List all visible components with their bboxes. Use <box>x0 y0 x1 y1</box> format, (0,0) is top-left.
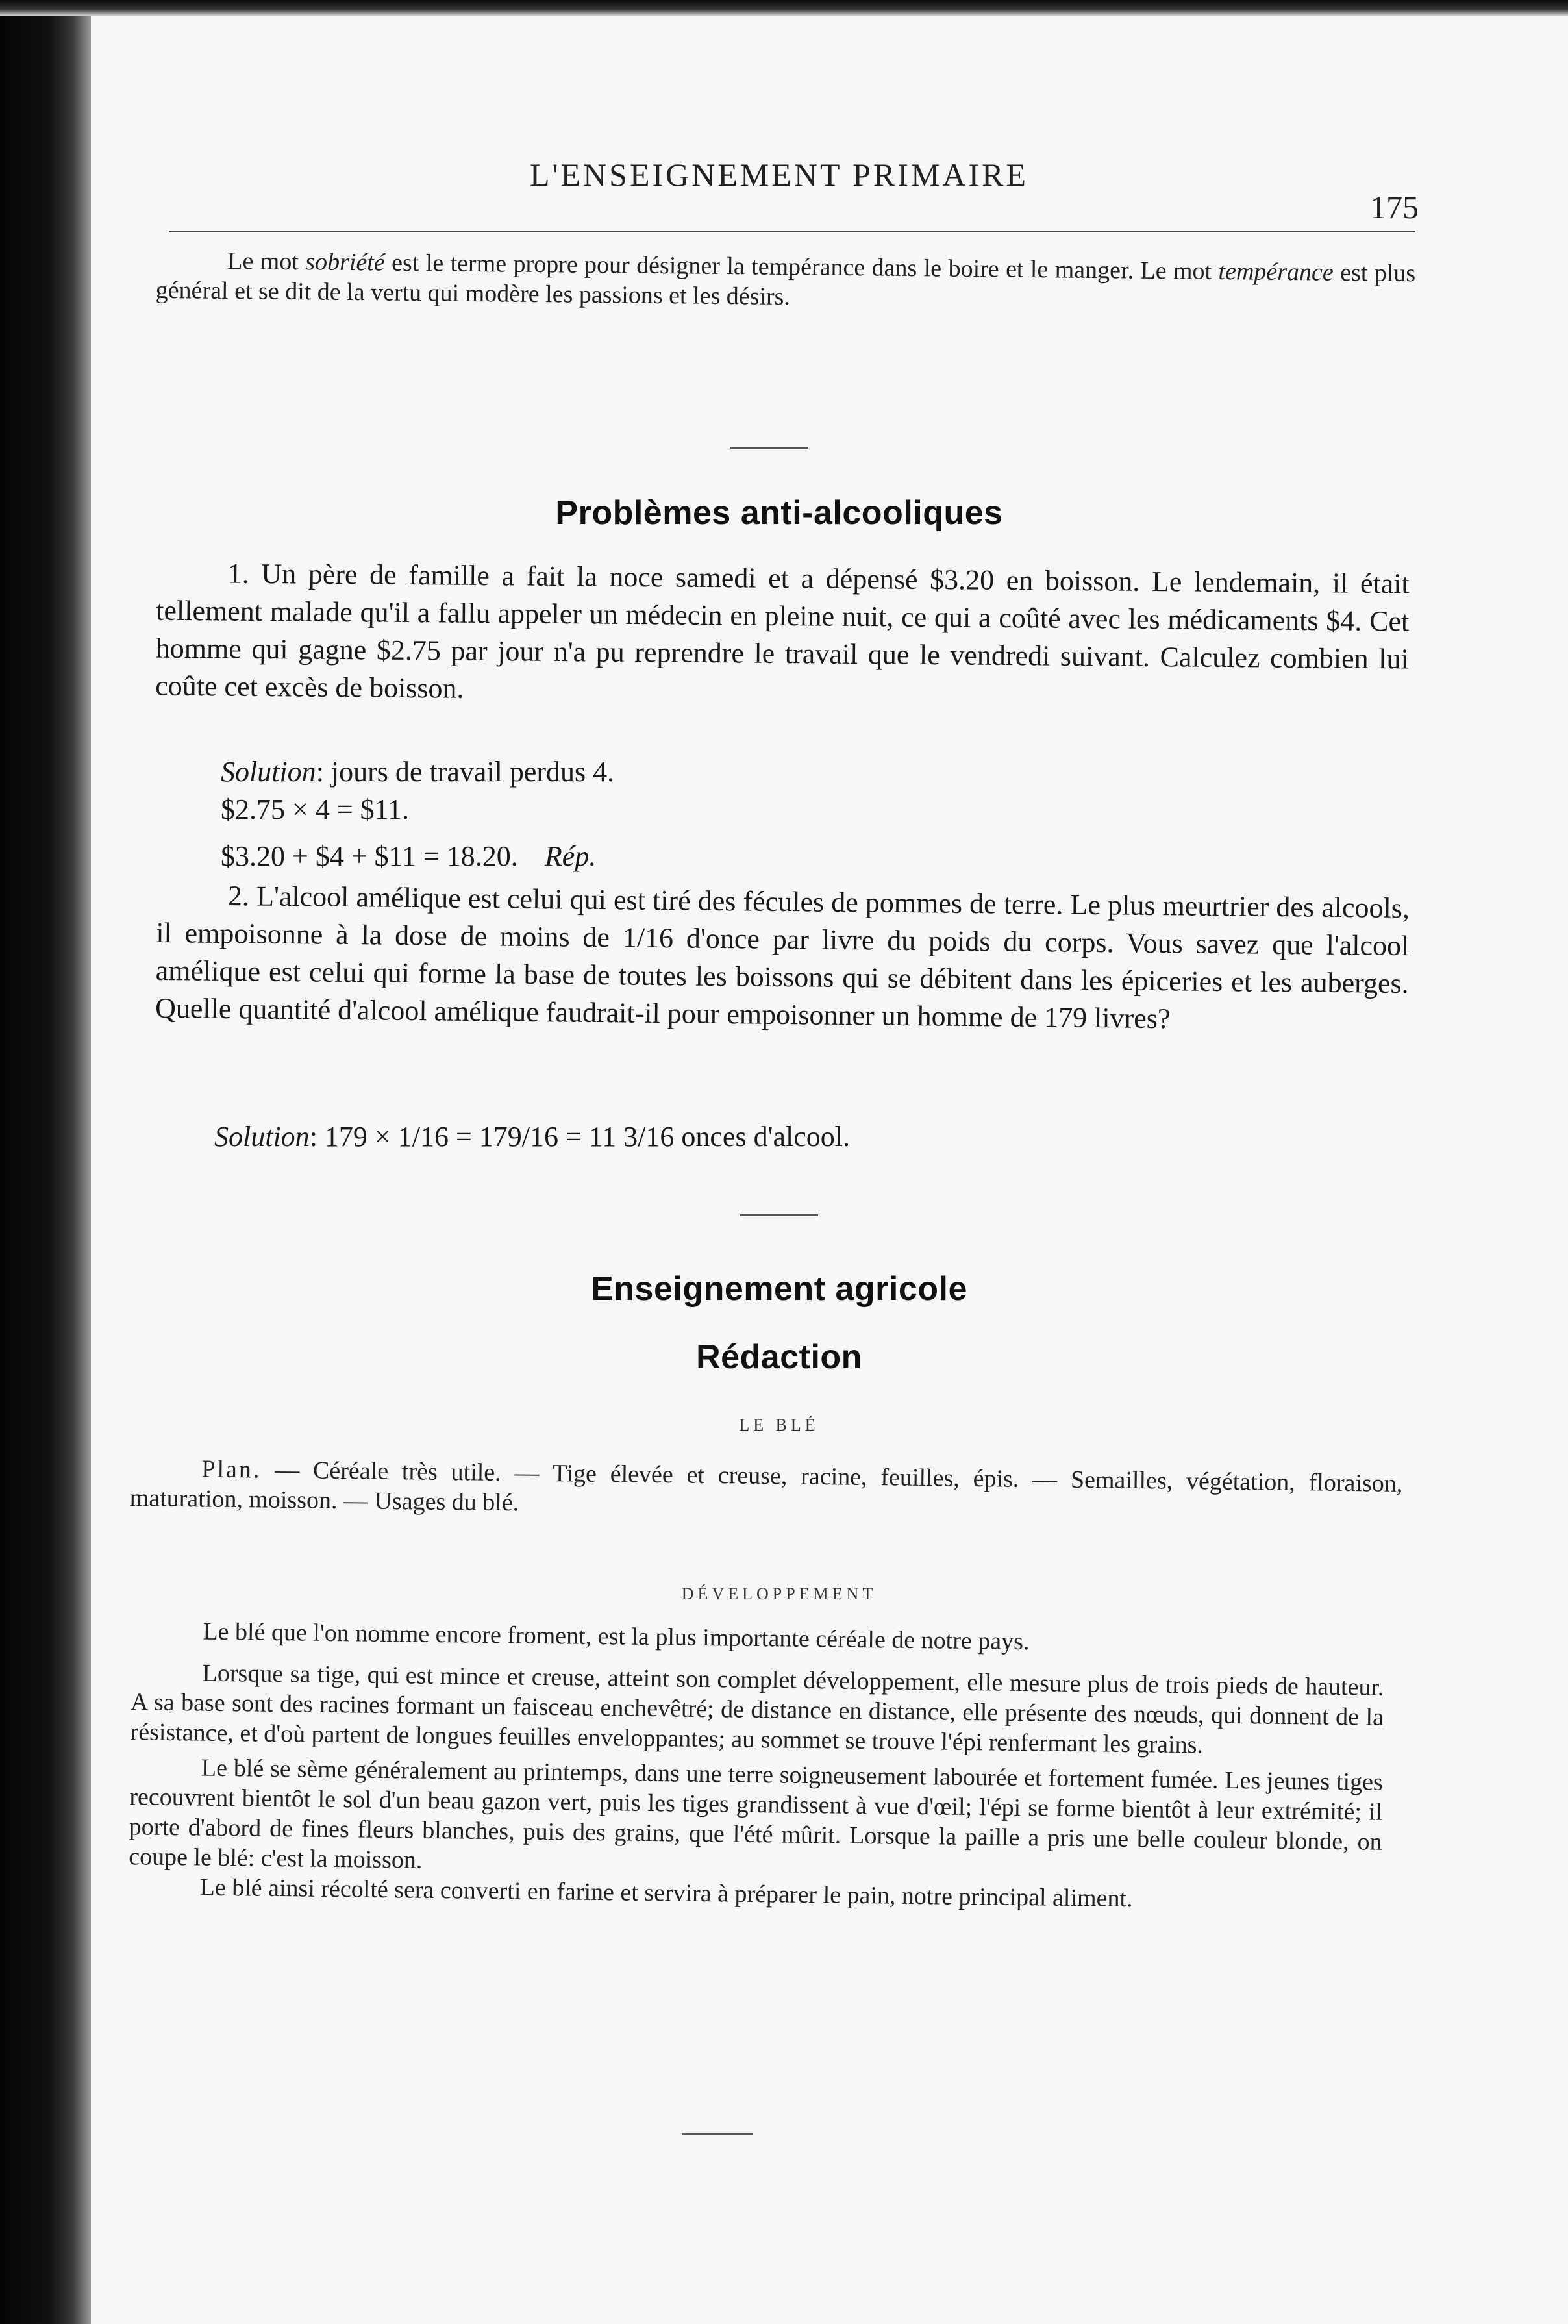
problem-1-answer-label: Rép. <box>544 840 597 872</box>
problem-2-text: 2. L'alcool amélique est celui qui est tiré des fécules de pommes de terre. Le plus meurtrier des alcools, il empoisonne à la dose de moins de 1/16 d'once par livre du poids du corps. Vous savez que l'alcool amélique est celui qui forme la base de toutes les boissons qui se débitent dans les épiceries et les auberges. Quelle quantité d'alcool amélique faudrait-il pour empoisonner un homme de 179 livres? <box>155 880 1410 1035</box>
problems-section-title: Problèmes anti-alcooliques <box>555 494 1003 532</box>
development-title: DÉVELOPPEMENT <box>681 1584 877 1603</box>
plan-paragraph <box>130 1453 1403 1529</box>
separator-3 <box>682 2133 753 2135</box>
problem-2-solution <box>214 1118 850 1156</box>
development-paragraph-4: Le blé ainsi récolté sera converti en farine et servira à préparer le pain, notre principal aliment. <box>199 1873 1133 1913</box>
problem-1-solution-label: Solution <box>221 756 316 788</box>
problem-1-calc-2-text: $3.20 + $4 + $11 = 18.20. <box>221 840 518 872</box>
problem-2-solution-text: : 179 × 1/16 = 179/16 = 11 3/16 onces d'alcool. <box>309 1121 851 1153</box>
plan-text: — Céréale très utile. — Tige élevée et creuse, racine, feuilles, épis. — Semailles, végétation, floraison, maturation, moisson. — Usages du blé. <box>129 1456 1403 1517</box>
development-paragraph-2: Lorsque sa tige, qui est mince et creuse, atteint son complet développement, elle mesure plus de trois pieds de hauteur. A sa base sont des racines formant un faisceau enchevêtré; de distance en distance, elle présente des nœuds, qui donnent de la résistance, et d'où partent de longues feuilles enveloppantes; au sommet se trouve l'épi renfermant les grains. <box>130 1659 1384 1759</box>
topic-le-ble: LE BLÉ <box>739 1416 819 1434</box>
separator-2 <box>740 1214 818 1216</box>
development-paragraph-1: Le blé que l'on nomme encore froment, est la plus importante céréale de notre pays. <box>203 1618 1030 1656</box>
redaction-subtitle: Rédaction <box>696 1338 862 1376</box>
agricultural-section-title: Enseignement agricole <box>591 1270 967 1308</box>
running-head: L'ENSEIGNEMENT PRIMAIRE <box>529 156 1029 193</box>
intro-text-3: est plus général et se dit de la vertu qui modère les passions et les désirs. <box>155 258 1416 311</box>
book-binding-shadow <box>0 0 91 2324</box>
problem-1-text: 1. Un père de famille a fait la noce samedi et a dépensé $3.20 en boisson. Le lendemain, il était tellement malade qu'il a fallu appeler un médecin en pleine nuit, ce qui a coûté avec les médicaments $4. Cet homme qui gagne $2.75 par jour n'a pu reprendre le travail que le vendredi suivant. Calculez combien lui coûte cet excès de boisson. <box>155 557 1410 705</box>
header-rule <box>169 231 1415 232</box>
top-edge-shadow <box>0 0 1568 16</box>
intro-term-sobriete: sobriété <box>305 248 385 277</box>
intro-text-2: est le terme propre pour désigner la tempérance dans le boire et le manger. Le mot <box>384 249 1219 285</box>
development-paragraph-3: Le blé se sème généralement au printemps, dans une terre soigneusement labourée et fortement fumée. Les jeunes tiges recouvrent bientôt le sol d'un beau gazon vert, puis les tiges grandissent à vue d'œil; l'épi se forme bientôt à leur extrémité; il porte d'abord de fines fleurs blanches, puis des grains, que l'été mûrit. Lorsque la paille a pris une belle couleur blonde, on coupe le blé: c'est la moisson. <box>128 1754 1384 1874</box>
plan-label: Plan. <box>201 1455 262 1484</box>
intro-text-1: Le mot <box>227 247 306 276</box>
separator-1 <box>730 447 808 449</box>
problem-1-calc-2 <box>221 838 596 875</box>
intro-term-temperance: tempérance <box>1218 257 1334 286</box>
problem-1-solution-text: : jours de travail perdus 4. <box>316 756 615 788</box>
problem-1-solution <box>221 753 1389 791</box>
problem-2-solution-label: Solution <box>214 1121 310 1153</box>
intro-paragraph <box>156 245 1416 318</box>
development-body <box>128 1616 1384 1917</box>
page-number: 175 <box>1370 189 1419 225</box>
problem-1-calc-1: $2.75 × 4 = $11. <box>221 793 409 825</box>
